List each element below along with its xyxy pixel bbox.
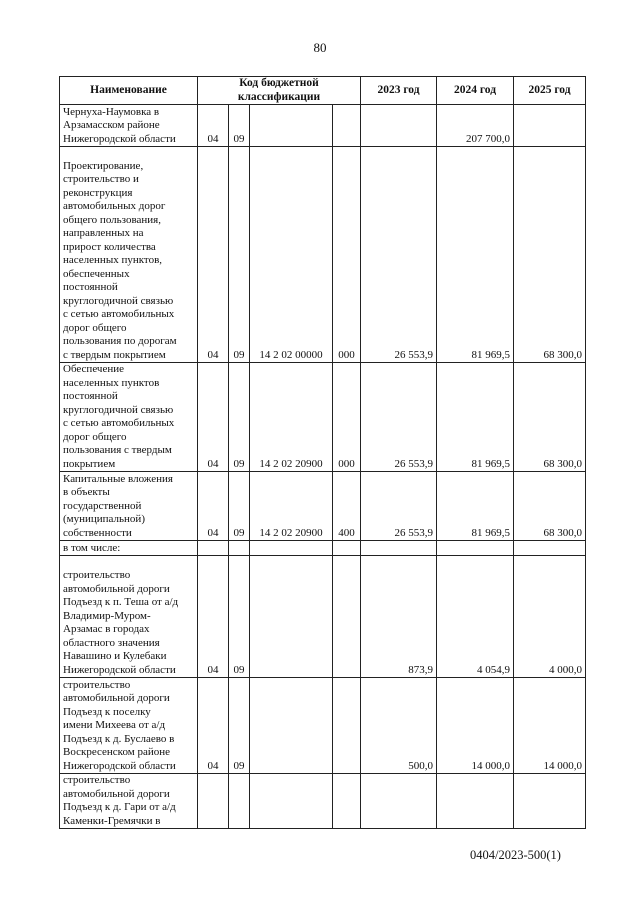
row-subsection [229,541,250,556]
row-2025: 14 000,0 [514,678,586,774]
row-2023: 26 553,9 [361,147,437,363]
budget-table [59,76,586,829]
row-2025: 68 300,0 [514,147,586,363]
row-expense-type [333,774,361,829]
row-expense-type [333,105,361,147]
row-2023: 26 553,9 [361,363,437,472]
row-2025 [514,774,586,829]
row-target-code [250,678,333,774]
header-2024: 2024 год [437,77,514,105]
row-2024: 81 969,5 [437,147,514,363]
row-section: 04 [198,363,229,472]
header-code: Код бюджетной классификации [198,77,361,105]
row-2024: 81 969,5 [437,472,514,541]
row-2023 [361,541,437,556]
row-2023 [361,105,437,147]
row-expense-type [333,541,361,556]
header-2023: 2023 год [361,77,437,105]
table-row [60,105,586,147]
row-2025: 68 300,0 [514,472,586,541]
row-name: Чернуха-Наумовка в Арзамасском районе Нижегородской области [60,105,198,147]
row-2023: 500,0 [361,678,437,774]
document-code: 0404/2023-500(1) [470,848,561,862]
table-row [60,147,586,363]
row-name: строительство автомобильной дороги Подъезд к д. Гари от а/д Каменки-Гремячки в [60,774,198,829]
row-section: 04 [198,556,229,678]
row-target-code: 14 2 02 20900 [250,472,333,541]
row-target-code [250,556,333,678]
row-subsection: 09 [229,105,250,147]
row-subsection [229,774,250,829]
row-name: Обеспечение населенных пунктов постоянной круглогодичной связью с сетью автомобильных дорог общего пользования с твердым покрытием [60,363,198,472]
table-row [60,472,586,541]
row-expense-type [333,556,361,678]
table-header-row [60,77,586,105]
row-subsection: 09 [229,472,250,541]
row-2024: 81 969,5 [437,363,514,472]
row-section: 04 [198,147,229,363]
row-name: Капитальные вложения в объекты государственной (муниципальной) собственности [60,472,198,541]
row-section [198,774,229,829]
row-target-code: 14 2 02 20900 [250,363,333,472]
table-row [60,556,586,678]
row-2024: 4 054,9 [437,556,514,678]
row-target-code [250,105,333,147]
row-subsection: 09 [229,556,250,678]
row-target-code [250,541,333,556]
row-2024 [437,541,514,556]
row-2023: 26 553,9 [361,472,437,541]
table-row [60,678,586,774]
row-2024: 14 000,0 [437,678,514,774]
row-name: Проектирование, строительство и реконструкция автомобильных дорог общего пользования, направленных на прирост количества населенных пунктов, обеспеченных постоянной круглогодичной связью с сетью автомобильных дорог общего пользования по дорогам с твердым покрытием [60,147,198,363]
row-2023 [361,774,437,829]
row-2024 [437,774,514,829]
row-section: 04 [198,105,229,147]
row-2025: 68 300,0 [514,363,586,472]
row-subsection: 09 [229,678,250,774]
row-section: 04 [198,472,229,541]
row-2025 [514,105,586,147]
row-2025: 4 000,0 [514,556,586,678]
row-name: в том числе: [60,541,198,556]
row-target-code [250,774,333,829]
row-expense-type [333,678,361,774]
row-expense-type: 400 [333,472,361,541]
row-expense-type: 000 [333,147,361,363]
table-row [60,541,586,556]
table-row [60,774,586,829]
row-name: строительство автомобильной дороги Подъезд к п. Теша от а/д Владимир-Муром- Арзамас в городах областного значения Навашино и Кулебаки Нижегородской области [60,556,198,678]
row-target-code: 14 2 02 00000 [250,147,333,363]
row-2025 [514,541,586,556]
row-subsection: 09 [229,147,250,363]
row-section: 04 [198,678,229,774]
row-2023: 873,9 [361,556,437,678]
row-2024: 207 700,0 [437,105,514,147]
row-expense-type: 000 [333,363,361,472]
header-2025: 2025 год [514,77,586,105]
table-row [60,363,586,472]
header-name: Наименование [60,77,198,105]
row-section [198,541,229,556]
page-number: 80 [313,40,327,55]
row-subsection: 09 [229,363,250,472]
row-name: строительство автомобильной дороги Подъезд к поселку имени Михеева от а/д Подъезд к д. Буслаево в Воскресенском районе Нижегородской области [60,678,198,774]
